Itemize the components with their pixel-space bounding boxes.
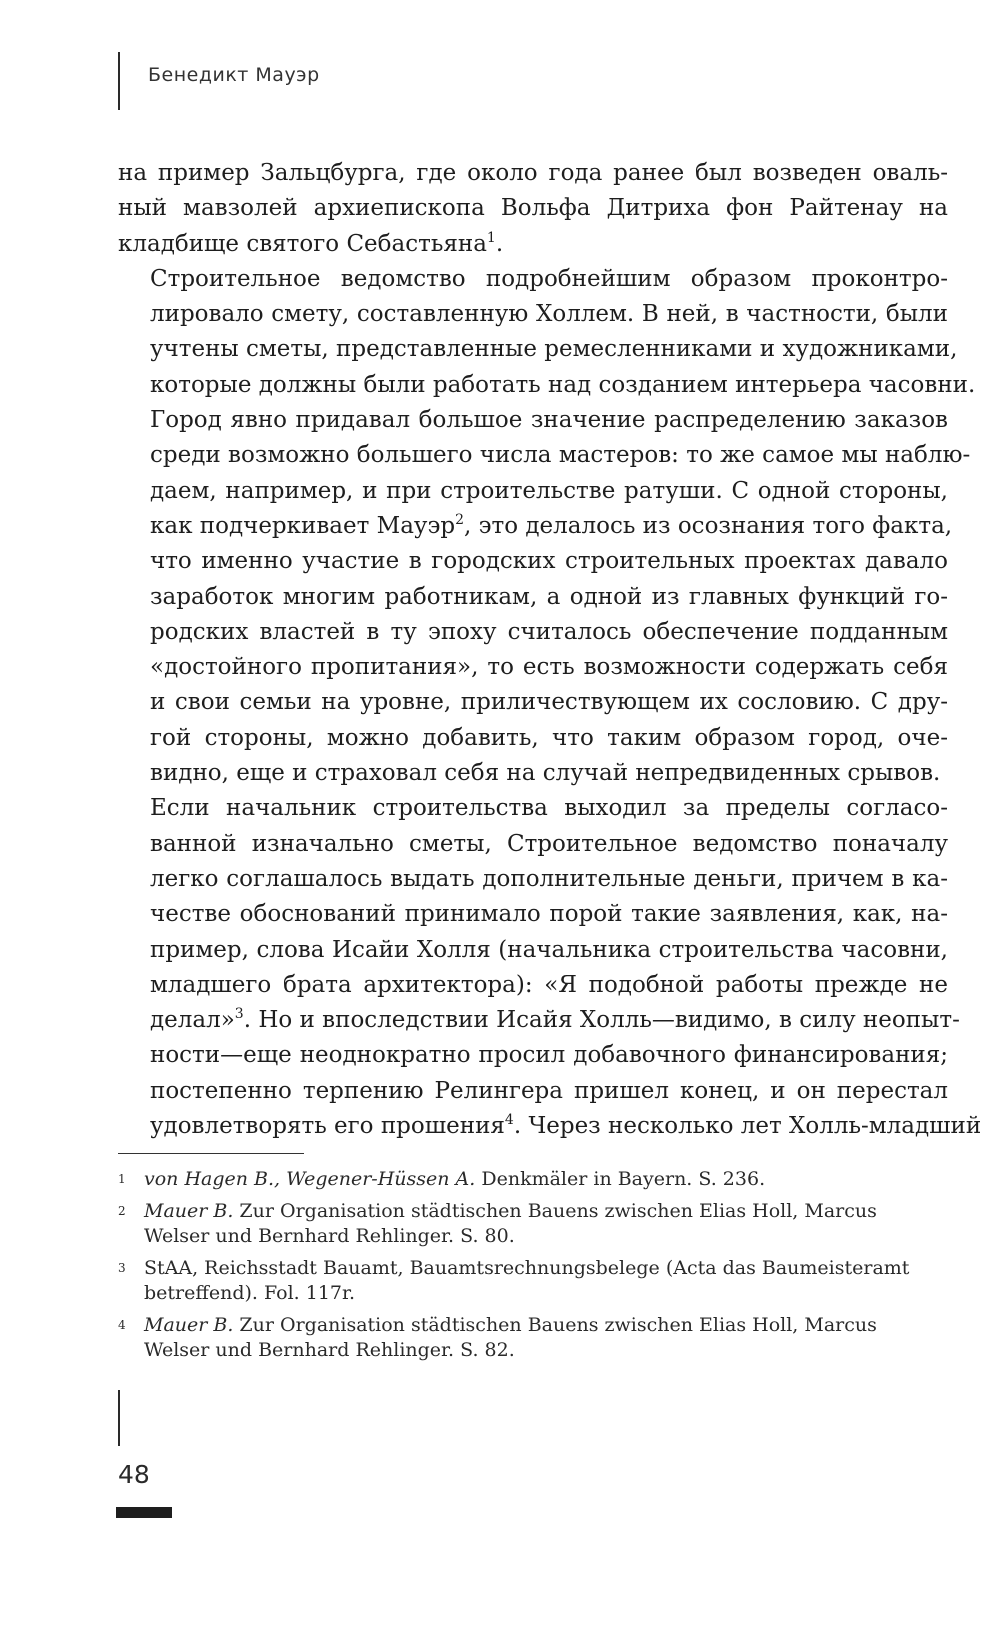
page-marker-bar bbox=[116, 1507, 172, 1518]
text-line: пример, слова Исайи Холля (начальника строительства часовни, bbox=[150, 936, 948, 963]
text-line: лировало смету, составленную Холлем. В ней, в частности, были bbox=[150, 301, 948, 328]
text-line: учтены сметы, представленные ремесленниками и художниками, bbox=[150, 336, 958, 363]
text-line: Город явно придавал большое значение распределению заказов bbox=[150, 407, 948, 434]
footnote-text: Zur Organisation städtischen Bauens zwischen Elias Holl, Marcus Welser und Bernhard Rehlinger. S. 82. bbox=[144, 1314, 877, 1361]
header-rule bbox=[118, 52, 120, 110]
footnote-separator bbox=[118, 1153, 304, 1154]
paragraph-3 bbox=[118, 791, 982, 1144]
text-line: ный мавзолей архиепископа Вольфа Дитриха фон Райтенау на bbox=[118, 195, 948, 222]
text-line: ванной изначально сметы, Строительное ведомство поначалу bbox=[150, 830, 948, 857]
footnote-authors: von Hagen B., Wegener-Hüssen A. bbox=[144, 1168, 476, 1190]
text-line: на пример Зальцбурга, где около года ранее был возведен оваль- bbox=[118, 160, 948, 186]
text-line: Строительное ведомство подробнейшим образом проконтро- bbox=[150, 265, 948, 292]
paragraph-2 bbox=[118, 262, 976, 791]
footnote-text: StAA, Reichsstadt Bauamt, Bauamtsrechnungsbelege (Acta das Baumeisteramt betreffend). Fol. 117r. bbox=[144, 1257, 910, 1304]
footnotes bbox=[118, 1167, 948, 1370]
footnote-ref-3[interactable]: 3 bbox=[234, 1006, 244, 1023]
text-segment: , это делалось из осознания того факта, bbox=[464, 512, 953, 539]
text-line: «достойного пропитания», то есть возможности содержать себя bbox=[150, 654, 948, 681]
text-line: Если начальник строительства выходил за пределы согласо- bbox=[150, 795, 948, 822]
text-line bbox=[118, 1003, 960, 1038]
text-line: родских властей в ту эпоху считалось обеспечение подданным bbox=[150, 618, 948, 645]
text-line: среди возможно большего числа мастеров: то же самое мы наблю- bbox=[150, 442, 971, 469]
footnote-ref-4[interactable]: 4 bbox=[504, 1112, 514, 1129]
footnote-ref-2[interactable]: 2 bbox=[455, 511, 464, 528]
footnote-number: 3 bbox=[118, 1261, 126, 1275]
text-segment: удовлетворять его прошения bbox=[150, 1113, 505, 1140]
text-line: гой стороны, можно добавить, что таким образом город, оче- bbox=[150, 724, 948, 751]
text-segment: . Но и впоследствии Исайя Холль—видимо, в силу неопыт- bbox=[243, 1007, 960, 1034]
text-segment: делал» bbox=[150, 1007, 235, 1034]
footnote-1 bbox=[118, 1167, 948, 1192]
footer-rule bbox=[118, 1390, 120, 1446]
footnote-authors: Mauer B. bbox=[144, 1314, 234, 1336]
paragraph-1 bbox=[118, 156, 948, 262]
text-line: честве обоснований принимало порой такие заявления, как, на- bbox=[150, 901, 948, 928]
text-line: младшего брата архитектора): «Я подобной работы прежде не bbox=[150, 971, 948, 998]
footnote-number: 2 bbox=[118, 1204, 126, 1218]
main-text bbox=[118, 156, 982, 1144]
text-line bbox=[118, 509, 953, 544]
footnote-2 bbox=[118, 1199, 948, 1249]
text-line bbox=[118, 1109, 982, 1144]
text-segment: . Через несколько лет Холль-младший bbox=[513, 1113, 982, 1140]
text-line bbox=[118, 227, 948, 262]
footnote-number: 4 bbox=[118, 1318, 126, 1332]
text-line: которые должны были работать над созданием интерьера часовни. bbox=[150, 371, 976, 398]
footnote-text: Denkmäler in Bayern. S. 236. bbox=[475, 1168, 766, 1190]
text-line: даем, например, и при строительстве ратуши. С одной стороны, bbox=[150, 477, 948, 504]
text-line: легко соглашалось выдать дополнительные деньги, причем в ка- bbox=[150, 865, 948, 892]
text-line: ности—еще неоднократно просил добавочного финансирования; bbox=[150, 1042, 948, 1069]
text-line: и свои семьи на уровне, приличествующем их сословию. С дру- bbox=[150, 689, 948, 716]
text-segment: кладбище святого Себастьяна bbox=[118, 230, 487, 257]
footnote-authors: Mauer B. bbox=[144, 1200, 234, 1222]
page-number: 48 bbox=[118, 1460, 150, 1489]
text-segment: . bbox=[495, 230, 504, 257]
text-line: видно, еще и страховал себя на случай непредвиденных срывов. bbox=[150, 760, 941, 787]
text-segment: как подчеркивает Мауэр bbox=[150, 512, 456, 539]
footnote-3 bbox=[118, 1256, 948, 1306]
footnote-ref-1[interactable]: 1 bbox=[486, 229, 496, 246]
text-line: постепенно терпению Релингера пришел конец, и он перестал bbox=[150, 1077, 948, 1104]
text-line: заработок многим работникам, а одной из главных функций го- bbox=[150, 583, 948, 610]
footnote-text: Zur Organisation städtischen Bauens zwischen Elias Holl, Marcus Welser und Bernhard Rehlinger. S. 80. bbox=[144, 1200, 877, 1247]
footnote-4 bbox=[118, 1313, 948, 1363]
running-head: Бенедикт Мауэр bbox=[148, 64, 320, 86]
text-line: что именно участие в городских строительных проектах давало bbox=[150, 548, 948, 575]
footnote-number: 1 bbox=[118, 1172, 126, 1186]
